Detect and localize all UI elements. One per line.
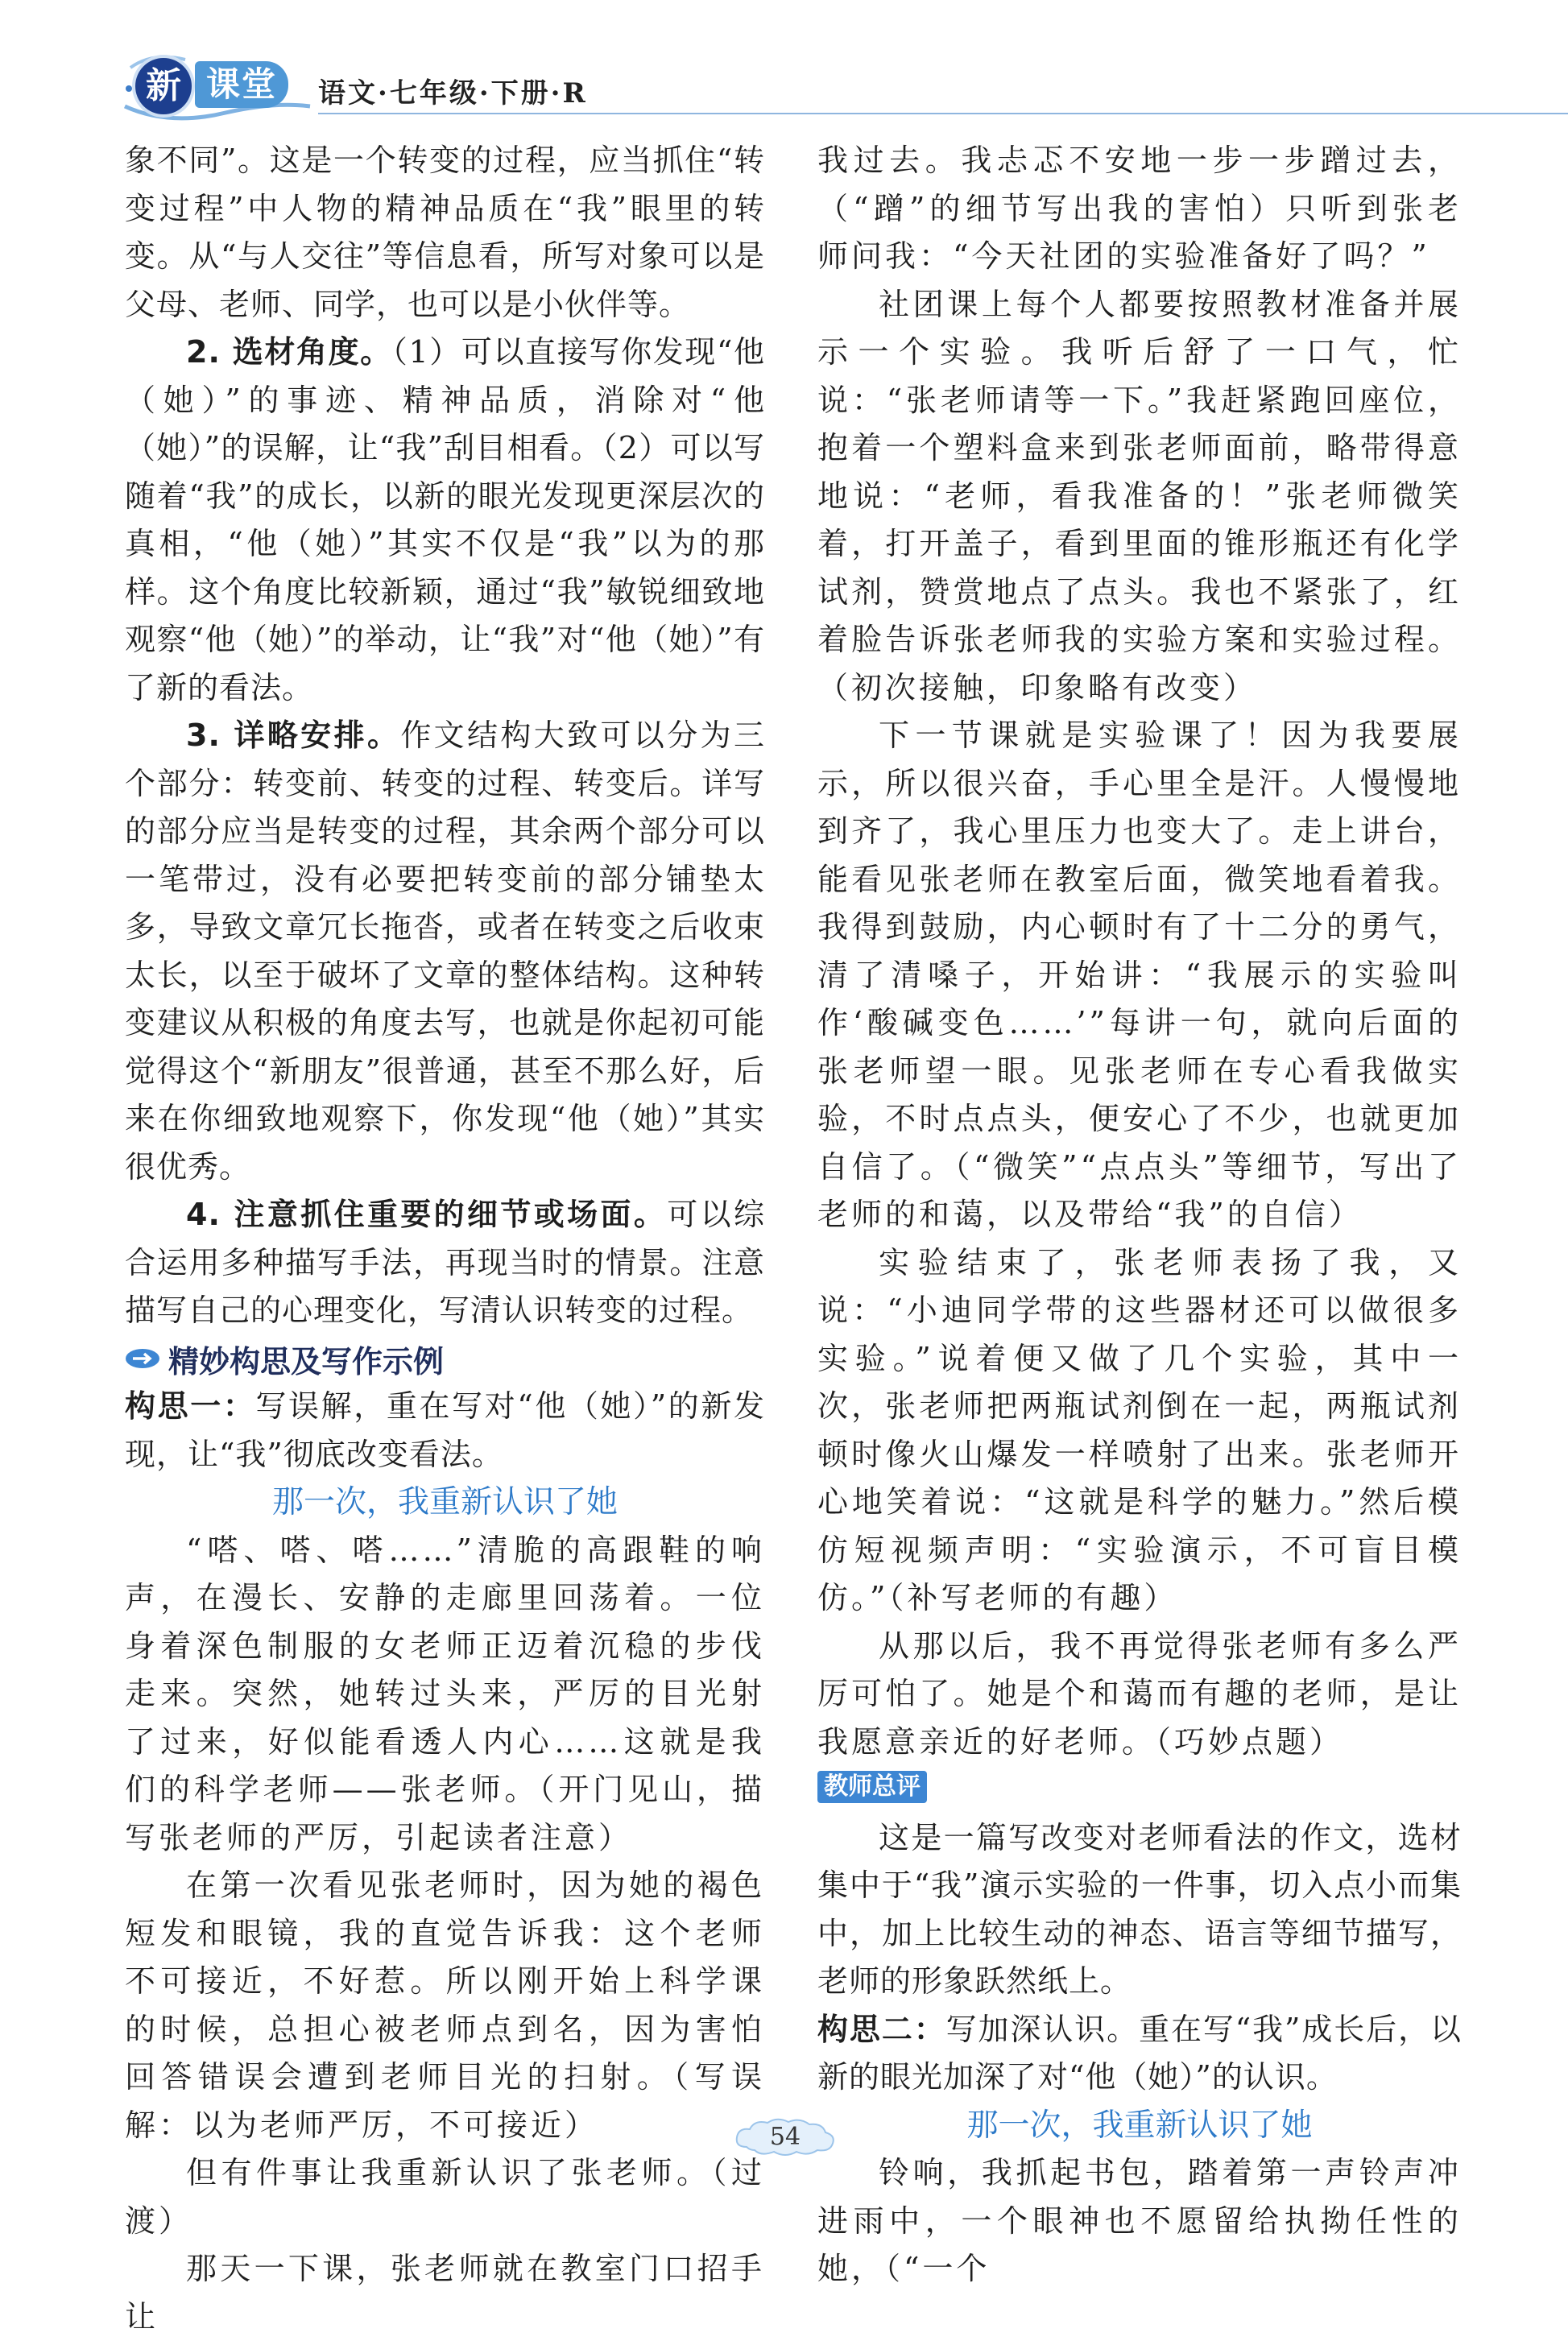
idea-label: 构思一： (125, 1388, 256, 1424)
essay-paragraph: 我过去。我忐忑不安地一步一步蹭过去，（“蹭”的细节写出我的害怕）只听到张老师问我：“今天社团的实验准备好了吗？” (817, 143, 1462, 274)
essay-title: 那一次，我重新认识了她 (271, 1484, 618, 1520)
logo-text: 课堂 (195, 61, 288, 108)
essay-paragraph: 但有件事让我重新认识了张老师。（过渡） (125, 2155, 765, 2239)
paragraph (125, 1383, 765, 1479)
section-title: 精妙构思及写作示例 (168, 1343, 445, 1379)
book-subtitle: 语文·七年级·下册·R (318, 77, 588, 110)
essay-title: 那一次，我重新认识了她 (966, 2107, 1313, 2144)
paragraph (125, 712, 765, 1191)
point-label: 2. 选材角度。 (186, 334, 392, 370)
header-divider (318, 113, 1568, 114)
idea-text: 写误解，重在写对“他（她）”的新发现，让“我”彻底改变看法。 (125, 1388, 765, 1472)
page-header (121, 50, 1490, 122)
point-text: （1）可以直接写你发现“他（她）”的事迹、精神品质，消除对“他（她）”的误解，让“我”刮目相看。（2）可以写随着“我”的成长，以新的眼光发现更深层次的真相，“他（她）”其实不仅是“我”以为的那样。这个角度比较新颖，通过“我”敏锐细致地观察“他（她）”的举动，让“我”对“他（她）”有了新的看法。 (125, 334, 766, 705)
essay-paragraph: 从那以后，我不再觉得张老师有多么严厉可怕了。她是个和蔼而有趣的老师，是让我愿意亲近的好老师。（巧妙点题） (817, 1628, 1462, 1760)
point-text: 作文结构大致可以分为三个部分：转变前、转变的过程、转变后。详写的部分应当是转变的过程，其余两个部分可以一笔带过，没有必要把转变前的部分铺垫太多，导致文章冗长拖沓，或者在转变之后收束太长，以至于破坏了文章的整体结构。这种转变建议从积极的角度去写，也就是你起初可能觉得这个“新朋友”很普通，甚至不那么好，后来在你细致地观察下，你发现“他（她）”其实很优秀。 (125, 718, 765, 1185)
essay-paragraph: “嗒、嗒、嗒……”清脆的高跟鞋的响声，在漫长、安静的走廊里回荡着。一位身着深色制服的女老师正迈着沉稳的步伐走来。突然，她转过头来，严厉的目光射了过来，好似能看透人内心……这就是我们的科学老师——张老师。（开门见山，描写张老师的严厉，引起读者注意） (125, 1532, 765, 1855)
review-header (817, 1766, 1462, 1814)
essay-paragraph: 下一节课就是实验课了！因为我要展示，所以很兴奋，手心里全是汗。人慢慢地到齐了，我心里压力也变大了。走上讲台，能看见张老师在教室后面，微笑地看着我。我得到鼓励，内心顿时有了十二分的勇气，清了清嗓子，开始讲：“我展示的实验叫作‘酸碱变色……’”每讲一句，就向后面的张老师望一眼。见张老师在专心看我做实验，不时点点头，便安心了不少，也就更加自信了。（“微笑”“点点头”等细节，写出了老师的和蔼，以及带给“我”的自信） (817, 718, 1462, 1232)
paragraph (817, 2006, 1462, 2102)
page-number (729, 2115, 842, 2160)
paragraph: 象不同”。这是一个转变的过程，应当抓住“转变过程”中人物的精神品质在“我”眼里的转变。从“与人交往”等信息看，所写对象可以是父母、老师、同学，也可以是小伙伴等。 (125, 143, 765, 322)
essay-paragraph: 实验结束了，张老师表扬了我，又说：“小迪同学带的这些器材还可以做很多实验。”说着便又做了几个实验，其中一次，张老师把两瓶试剂倒在一起，两瓶试剂顿时像火山爆发一样喷射了出来。张老师开心地笑着说：“这就是科学的魅力。”然后模仿短视频声明：“实验演示，不可盲目模仿。”（补写老师的有趣） (817, 1244, 1462, 1615)
teacher-review-badge: 教师总评 (817, 1771, 927, 1803)
idea-text: 写加深认识。重在写“我”成长后，以新的眼光加深了对“他（她）”的认识。 (817, 2011, 1462, 2095)
left-column (125, 137, 765, 2341)
paragraph (125, 329, 765, 712)
essay-paragraph: 社团课上每个人都要按照教材准备并展示一个实验。我听后舒了一口气，忙说：“张老师请等一下。”我赶紧跑回座位，抱着一个塑料盒来到张老师面前，略带得意地说：“老师，看我准备的！”张老师微笑着，打开盖子，看到里面的锥形瓶还有化学试剂，赞赏地点了点头。我也不紧张了，红着脸告诉张老师我的实验方案和实验过程。（初次接触，印象略有改变） (817, 286, 1462, 705)
page-number-text: 54 (769, 2123, 801, 2151)
point-label: 3. 详略安排。 (186, 718, 401, 753)
paragraph (125, 1191, 765, 1335)
essay-paragraph: 在第一次看见张老师时，因为她的褐色短发和眼镜，我的直觉告诉我：这个老师不可接近，不好惹。所以刚开始上科学课的时候，总担心被老师点到名，因为害怕回答错误会遭到老师目光的扫射。（写误解：以为老师严厉，不可接近） (125, 1867, 765, 2143)
logo-badge: 新 (135, 58, 192, 114)
point-text: 可以综合运用多种描写手法，再现当时的情景。注意描写自己的心理变化，写清认识转变的过程。 (125, 1197, 765, 1328)
arrow-icon (125, 1348, 160, 1369)
point-label: 4. 注意抓住重要的细节或场面。 (186, 1197, 668, 1232)
review-text: 这是一篇写改变对老师看法的作文，选材集中于“我”演示实验的一件事，切入点小而集中，加上比较生动的神态、语言等细节描写，老师的形象跃然纸上。 (817, 1819, 1462, 1999)
right-column (817, 137, 1462, 2293)
essay-paragraph: 铃响，我抓起书包，踏着第一声铃声冲进雨中，一个眼神也不愿留给执拗任性的她，（“一个 (817, 2155, 1462, 2286)
idea-label: 构思二： (817, 2011, 946, 2047)
section-heading (125, 1335, 765, 1384)
essay-paragraph: 那天一下课，张老师就在教室门口招手让 (125, 2251, 765, 2335)
